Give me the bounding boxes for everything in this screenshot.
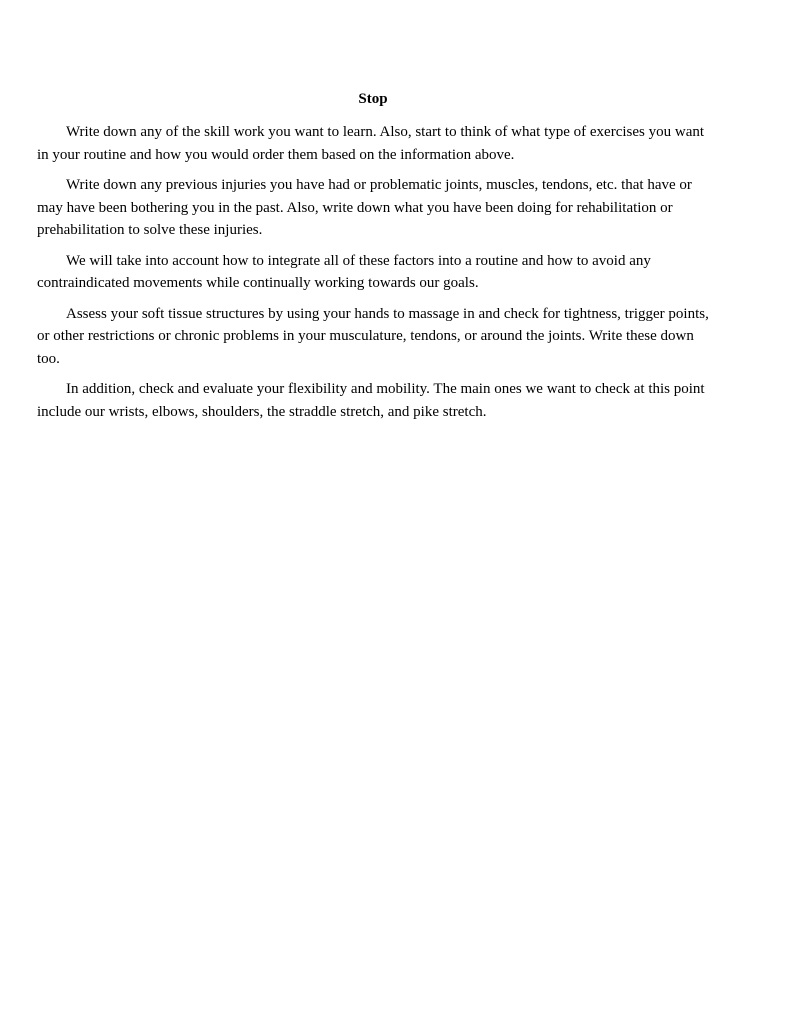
paragraph-flexibility: In addition, check and evaluate your flexibility and mobility. The main ones we want to check at this point include our wrists, elbows, shoulders, the straddle stretch, and pike stretch.	[37, 381, 705, 420]
paragraph-injuries: Write down any previous injuries you have had or problematic joints, muscles, tendons, etc. that have or may have been bothering you in the past. Also, write down what you have been doing for rehabilitation or prehabilitation to solve these injuries.	[37, 177, 692, 238]
paragraph-soft-tissue: Assess your soft tissue structures by using your hands to massage in and check for tightness, trigger points, or other restrictions or chronic problems in your musculature, tendons, or around the joints. Write these down too.	[37, 305, 709, 367]
paragraph-skill-work: Write down any of the skill work you want to learn. Also, start to think of what type of exercises you want in your routine and how you would order them based on the information above.	[37, 124, 705, 163]
document-page	[37, 89, 709, 431]
section-title: Stop	[358, 91, 388, 107]
paragraph-integration: We will take into account how to integrate all of these factors into a routine and how to avoid any contraindicated movements while continually working towards our goals.	[37, 252, 651, 291]
